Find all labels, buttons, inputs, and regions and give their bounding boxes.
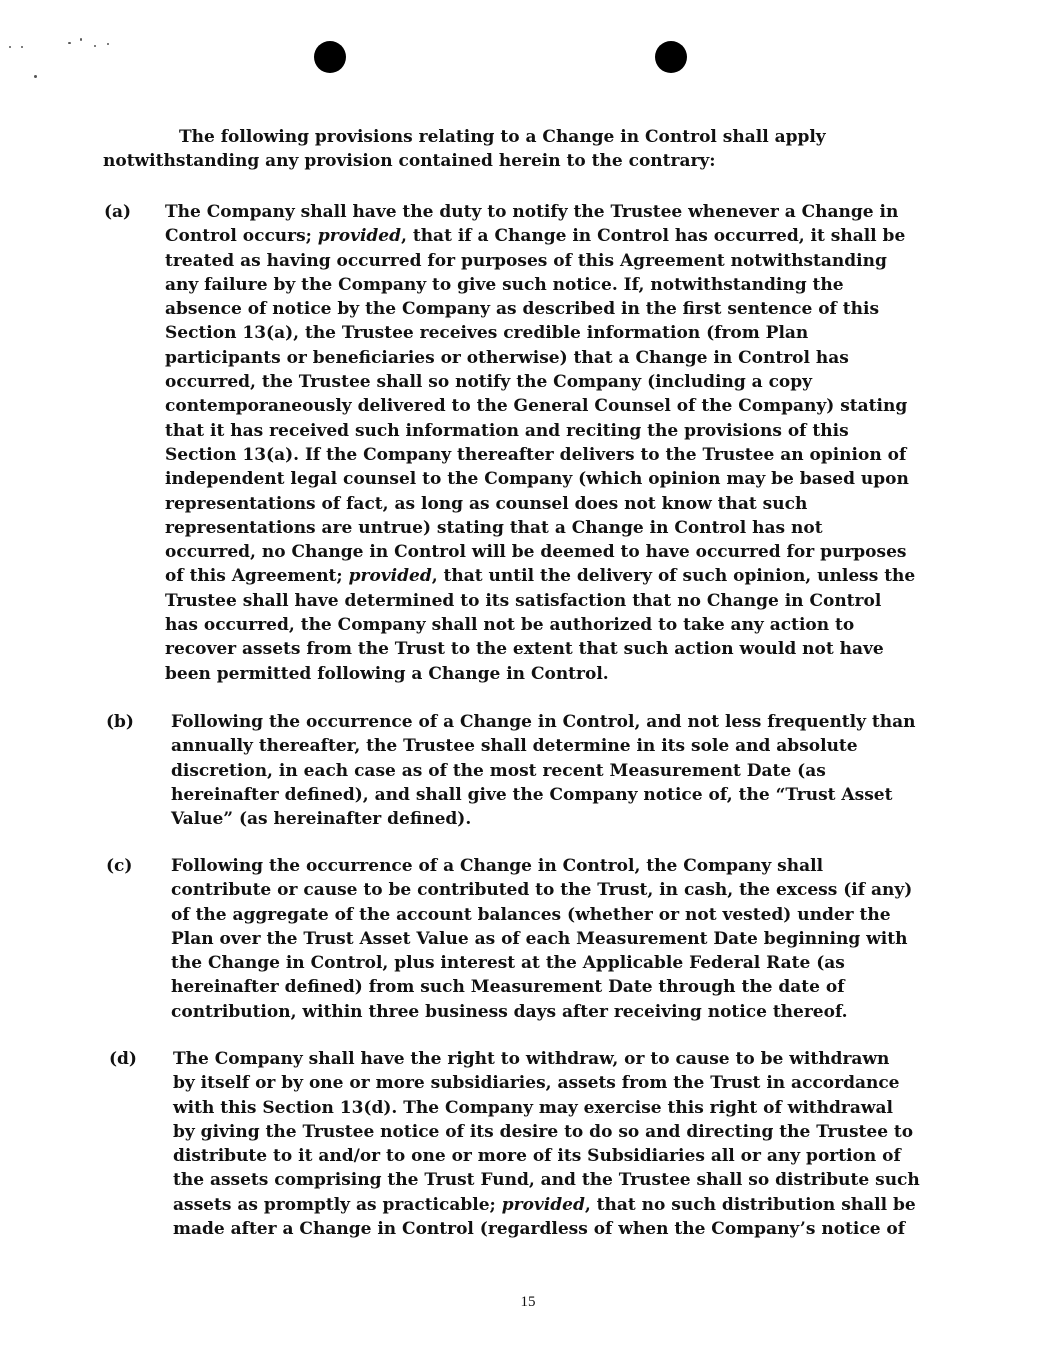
text-line: Section 13(a), the Trustee receives credible information (from Plan	[165, 323, 809, 344]
scan-speck	[68, 42, 71, 44]
text-line: discretion, in each case as of the most recent Measurement Date (as	[171, 760, 826, 781]
text-line: distribute to it and/or to one or more of its Subsidiaries all or any portion of	[173, 1146, 901, 1167]
intro-paragraph	[103, 125, 963, 174]
section-label: (c)	[106, 856, 133, 876]
page-number: 15	[520, 1294, 536, 1310]
section-label: (b)	[106, 712, 134, 732]
text-line: the Change in Control, plus interest at the Applicable Federal Rate (as	[171, 953, 845, 974]
text-segment: , that if a Change in Control has occurred, it shall be	[401, 226, 906, 247]
text-line: occurred, no Change in Control will be deemed to have occurred for purposes	[165, 542, 907, 563]
text-line: independent legal counsel to the Company (which opinion may be based upon	[165, 469, 909, 490]
section-b	[100, 710, 970, 831]
text-line: hereinafter defined) from such Measurement Date through the date of	[171, 977, 845, 998]
text-line: contribution, within three business days after receiving notice thereof.	[171, 1001, 848, 1022]
text-line: recover assets from the Trust to the extent that such action would not have	[165, 639, 884, 660]
scan-speck	[80, 38, 82, 41]
text-line: that it has received such information and reciting the provisions of this	[165, 420, 849, 441]
text-line: with this Section 13(d). The Company may exercise this right of withdrawal	[173, 1097, 893, 1118]
text-line	[165, 224, 970, 248]
text-line: annually thereafter, the Trustee shall determine in its sole and absolute	[171, 736, 858, 757]
text-line: contemporaneously delivered to the General Counsel of the Company) stating	[165, 396, 908, 417]
text-segment: Control occurs;	[165, 226, 318, 247]
punch-hole-left	[314, 41, 346, 73]
punch-hole-right	[655, 41, 687, 73]
italic-term: provided	[317, 226, 401, 247]
text-line: representations of fact, as long as counsel does not know that such	[165, 493, 808, 514]
text-line: Trustee shall have determined to its satisfaction that no Change in Control	[165, 590, 882, 611]
section-body	[165, 200, 970, 686]
text-segment: , that no such distribution shall be	[584, 1194, 916, 1215]
text-line: contribute or cause to be contributed to the Trust, in cash, the excess (if any)	[171, 880, 913, 901]
section-body	[171, 854, 970, 1024]
text-line: Section 13(a). If the Company thereafter delivers to the Trustee an opinion of	[165, 444, 907, 465]
text-line: The Company shall have the duty to notify the Trustee whenever a Change in	[165, 202, 899, 222]
italic-term: provided	[348, 566, 432, 587]
text-segment: , that until the delivery of such opinion, unless the	[431, 566, 916, 587]
text-line: Following the occurrence of a Change in Control, the Company shall	[171, 856, 824, 876]
text-line: any failure by the Company to give such notice. If, notwithstanding the	[165, 274, 844, 295]
section-a	[100, 200, 970, 686]
text-line: by giving the Trustee notice of its desire to do so and directing the Trustee to	[173, 1121, 914, 1142]
text-line: participants or beneficiaries or otherwise) that a Change in Control has	[165, 347, 849, 368]
section-d	[100, 1047, 970, 1241]
scan-speck	[9, 46, 11, 48]
text-line: absence of notice by the Company as described in the first sentence of this	[165, 299, 880, 320]
text-line: made after a Change in Control (regardless of when the Company’s notice of	[173, 1219, 906, 1240]
text-line: has occurred, the Company shall not be authorized to take any action to	[165, 615, 855, 636]
scan-speck	[94, 45, 96, 47]
text-line: representations are untrue) stating that a Change in Control has not	[165, 517, 823, 538]
text-line	[173, 1193, 970, 1217]
scan-speck	[21, 46, 23, 48]
scan-speck	[107, 43, 109, 45]
text-line: treated as having occurred for purposes of this Agreement notwithstanding	[165, 250, 887, 271]
text-line	[165, 564, 970, 588]
text-line: Value” (as hereinafter defined).	[171, 809, 472, 830]
scan-speck	[34, 75, 37, 78]
intro-line: The following provisions relating to a Change in Control shall apply	[179, 127, 826, 147]
section-label: (d)	[109, 1049, 137, 1069]
text-line: by itself or by one or more subsidiaries, assets from the Trust in accordance	[173, 1073, 900, 1094]
text-line: Plan over the Trust Asset Value as of each Measurement Date beginning with	[171, 928, 908, 949]
section-body	[173, 1047, 970, 1241]
text-line: occurred, the Trustee shall so notify the Company (including a copy	[165, 372, 813, 393]
text-line: of the aggregate of the account balances (whether or not vested) under the	[171, 904, 891, 925]
text-line: Following the occurrence of a Change in Control, and not less frequently than	[171, 712, 916, 732]
italic-term: provided	[501, 1194, 585, 1215]
section-label: (a)	[104, 202, 132, 222]
text-line: been permitted following a Change in Control.	[165, 663, 609, 684]
text-line: The Company shall have the right to withdraw, or to cause to be withdrawn	[173, 1049, 890, 1069]
text-segment: of this Agreement;	[165, 566, 349, 587]
text-segment: assets as promptly as practicable;	[173, 1194, 502, 1215]
section-c	[100, 854, 970, 1024]
text-line: hereinafter defined), and shall give the Company notice of, the “Trust Asset	[171, 784, 893, 805]
section-body	[171, 710, 970, 831]
text-line: the assets comprising the Trust Fund, and the Trustee shall so distribute such	[173, 1170, 920, 1191]
intro-line: notwithstanding any provision contained herein to the contrary:	[103, 151, 716, 172]
